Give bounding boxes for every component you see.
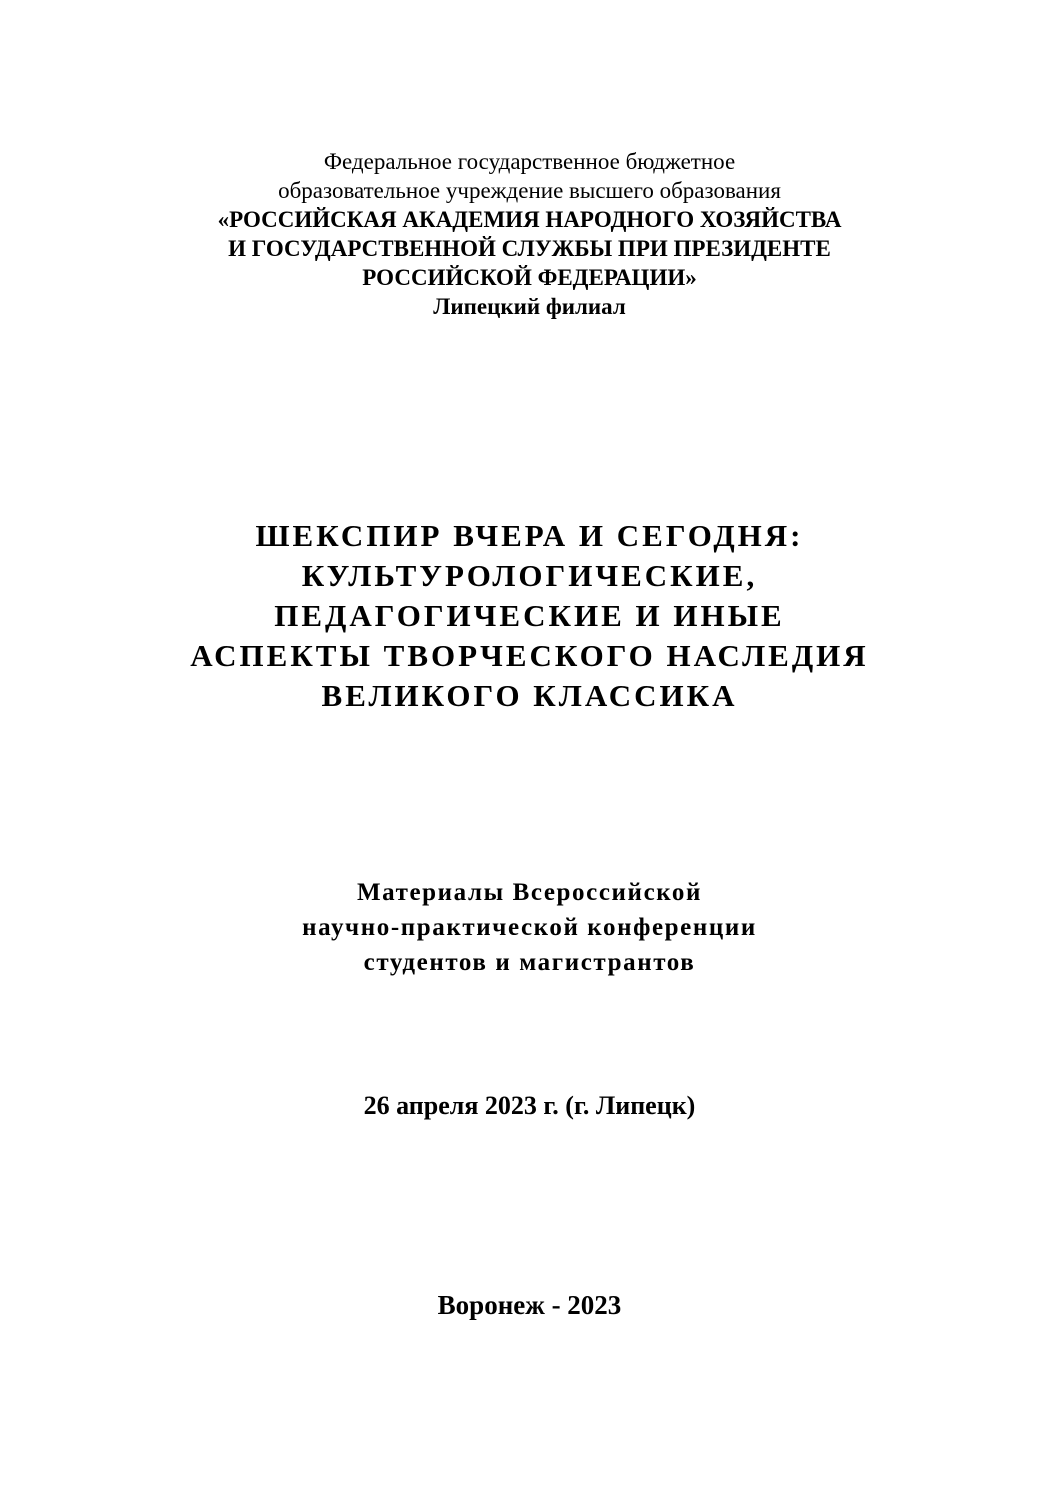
title-line-2: КУЛЬТУРОЛОГИЧЕСКИЕ, — [301, 558, 758, 593]
title-line-1: ШЕКСПИР ВЧЕРА И СЕГОДНЯ: — [255, 518, 804, 553]
document-subtitle — [0, 875, 1059, 980]
institution-branch: Липецкий филиал — [433, 294, 626, 319]
institution-header — [0, 147, 1059, 321]
city-year: Воронеж - 2023 — [437, 1290, 622, 1320]
subtitle-line-1: Материалы Всероссийской — [356, 879, 703, 906]
document-title — [0, 516, 1059, 716]
subtitle-line-2: научно-практической конференции — [302, 914, 757, 941]
title-line-4: АСПЕКТЫ ТВОРЧЕСКОГО НАСЛЕДИЯ — [190, 638, 869, 673]
institution-line-5: РОССИЙСКОЙ ФЕДЕРАЦИИ» — [362, 265, 697, 290]
institution-line-2: образовательное учреждение высшего образования — [278, 178, 781, 203]
institution-line-4: И ГОСУДАРСТВЕННОЙ СЛУЖБЫ ПРИ ПРЕЗИДЕНТЕ — [228, 236, 831, 261]
title-line-5: ВЕЛИКОГО КЛАССИКА — [321, 678, 738, 713]
conference-date: 26 апреля 2023 г. (г. Липецк) — [363, 1091, 696, 1120]
institution-line-1: Федеральное государственное бюджетное — [323, 149, 736, 174]
title-line-3: ПЕДАГОГИЧЕСКИЕ И ИНЫЕ — [274, 598, 785, 633]
subtitle-line-3: студентов и магистрантов — [363, 949, 696, 976]
institution-line-3: «РОССИЙСКАЯ АКАДЕМИЯ НАРОДНОГО ХОЗЯЙСТВА — [217, 207, 842, 232]
